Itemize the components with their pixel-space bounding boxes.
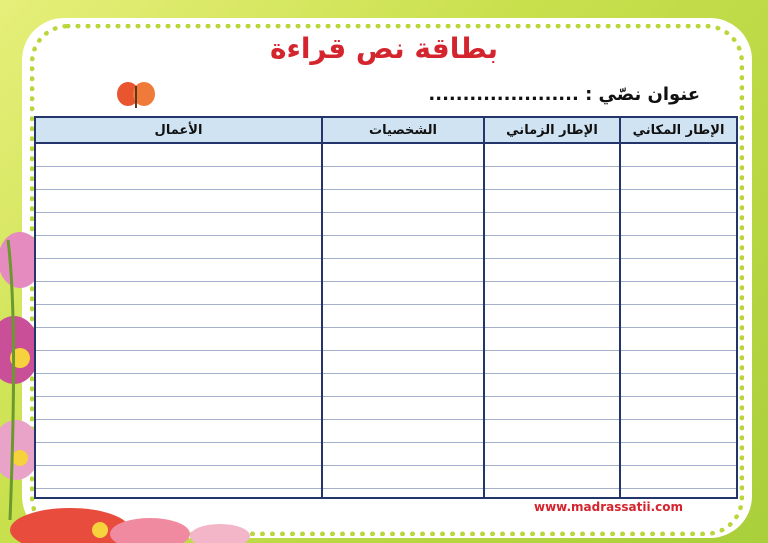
column-header-place: الإطار المكاني — [621, 118, 736, 144]
reading-table — [34, 116, 738, 499]
website-link[interactable]: www.madrassatii.com — [534, 500, 684, 514]
writing-lines[interactable] — [323, 144, 483, 497]
column-header-characters: الشخصيات — [323, 118, 483, 144]
text-title-label: عنوان نصّي : ...................... — [428, 84, 700, 105]
column-header-actions: الأعمال — [36, 118, 321, 144]
column-header-time: الإطار الزماني — [485, 118, 619, 144]
butterfly-icon — [116, 80, 156, 114]
writing-lines[interactable] — [485, 144, 619, 497]
writing-lines[interactable] — [36, 144, 321, 497]
column-place — [619, 118, 736, 497]
column-time — [483, 118, 619, 497]
writing-lines[interactable] — [621, 144, 736, 497]
column-actions — [36, 118, 321, 497]
column-characters — [321, 118, 483, 497]
page-title: بطاقة نص قراءة — [269, 32, 499, 65]
